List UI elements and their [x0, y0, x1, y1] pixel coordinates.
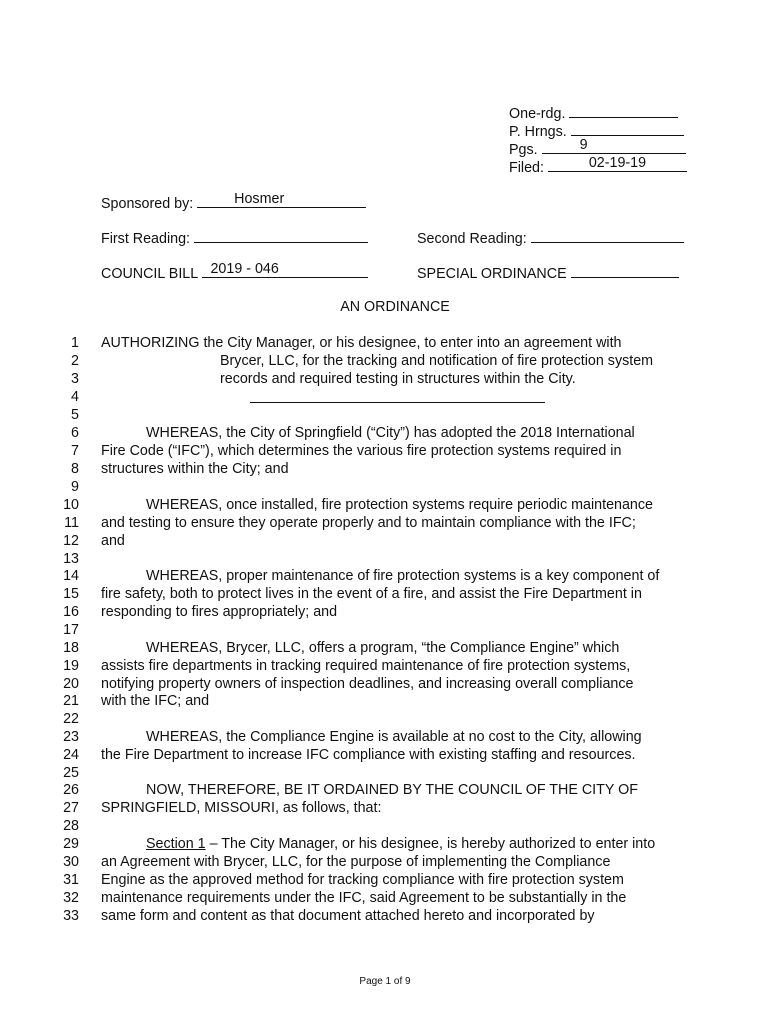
first-reading-label: First Reading:: [101, 231, 190, 247]
line-number: 26: [63, 782, 79, 798]
special-ordinance-field: [571, 262, 679, 278]
line-number: 28: [63, 818, 79, 834]
line-number: 31: [63, 872, 79, 888]
line-number: 2: [71, 353, 79, 369]
line-19: assists fire departments in tracking required maintenance of fire protection systems,: [101, 658, 631, 674]
line-27: SPRINGFIELD, MISSOURI, as follows, that:: [101, 800, 382, 816]
line-number: 6: [71, 425, 79, 441]
line-24: the Fire Department to increase IFC compliance with existing staffing and resources.: [101, 747, 636, 763]
line-number: 18: [63, 640, 79, 656]
line-2: Brycer, LLC, for the tracking and notification of fire protection system: [220, 353, 654, 369]
first-reading-field: [194, 227, 368, 243]
line-6: WHEREAS, the City of Springfield (“City”) has adopted the 2018 International: [146, 425, 635, 441]
sponsored-label: Sponsored by:: [101, 196, 194, 212]
p-hrngs-label: P. Hrngs.: [509, 124, 567, 140]
line-number: 17: [63, 622, 79, 638]
line-14: WHEREAS, proper maintenance of fire protection systems is a key component of: [146, 568, 660, 584]
second-reading-field: [531, 227, 684, 243]
line-number: 22: [63, 711, 79, 727]
line-3: records and required testing in structures within the City.: [220, 371, 576, 387]
filed-label: Filed:: [509, 160, 544, 176]
line-number: 29: [63, 836, 79, 852]
special-ordinance-row: [417, 262, 679, 283]
line-15: fire safety, both to protect lives in the event of a fire, and assist the Fire Department in: [101, 586, 642, 602]
first-reading-row: [101, 227, 368, 248]
line-number: 23: [63, 729, 79, 745]
line-number: 13: [63, 551, 79, 567]
line-23: WHEREAS, the Compliance Engine is available at no cost to the City, allowing: [146, 729, 642, 745]
line-number: 19: [63, 658, 79, 674]
p-hrngs-field: [571, 120, 684, 136]
filed-value: 02-19-19: [588, 155, 647, 171]
special-ordinance-label: SPECIAL ORDINANCE: [417, 266, 567, 282]
line-number: 12: [63, 533, 79, 549]
sponsored-row: [101, 192, 366, 213]
council-bill-field: [202, 262, 368, 278]
second-reading-label: Second Reading:: [417, 231, 527, 247]
line-16: responding to fires appropriately; and: [101, 604, 338, 620]
line-number: 16: [63, 604, 79, 620]
line-32: maintenance requirements under the IFC, said Agreement to be substantially in the: [101, 890, 627, 906]
line-number: 3: [71, 371, 79, 387]
line-number: 15: [63, 586, 79, 602]
line-30: an Agreement with Brycer, LLC, for the purpose of implementing the Compliance: [101, 854, 611, 870]
pgs-field: [542, 138, 686, 154]
line-number: 24: [63, 747, 79, 763]
line-number: 27: [63, 800, 79, 816]
line-20: notifying property owners of inspection deadlines, and increasing overall compliance: [101, 676, 634, 692]
line-33: same form and content as that document attached hereto and incorporated by: [101, 908, 595, 924]
line-number: 20: [63, 676, 79, 692]
pgs-label: Pgs.: [509, 142, 538, 158]
line-number: 10: [63, 497, 79, 513]
filed-field: [548, 156, 687, 172]
line-7: Fire Code (“IFC”), which determines the various fire protection systems required in: [101, 443, 622, 459]
ordinance-title: AN ORDINANCE: [340, 299, 450, 315]
filed-row: [509, 156, 687, 177]
line-29-text: – The City Manager, or his designee, is hereby authorized to enter into: [205, 836, 656, 852]
line-number: 32: [63, 890, 79, 906]
line-number: 30: [63, 854, 79, 870]
title-divider: [250, 402, 545, 403]
line-10: WHEREAS, once installed, fire protection systems require periodic maintenance: [146, 497, 653, 513]
line-31: Engine as the approved method for tracking compliance with fire protection system: [101, 872, 624, 888]
pgs-value: 9: [579, 137, 588, 153]
one-rdg-label: One-rdg.: [509, 106, 566, 122]
line-1: AUTHORIZING the City Manager, or his designee, to enter into an agreement with: [101, 335, 622, 351]
council-bill-label: COUNCIL BILL: [101, 266, 198, 282]
line-number: 21: [63, 693, 79, 709]
sponsored-value: Hosmer: [234, 191, 285, 207]
section-1-heading: Section 1: [146, 836, 206, 852]
line-number: 9: [71, 479, 79, 495]
line-26: NOW, THEREFORE, BE IT ORDAINED BY THE COUNCIL OF THE CITY OF: [146, 782, 638, 798]
line-number: 5: [71, 407, 79, 423]
council-bill-value: 2019 - 046: [210, 261, 279, 277]
line-21: with the IFC; and: [101, 693, 210, 709]
sponsored-field: [197, 192, 366, 208]
council-bill-row: [101, 262, 368, 283]
line-number: 25: [63, 765, 79, 781]
line-18: WHEREAS, Brycer, LLC, offers a program, “the Compliance Engine” which: [146, 640, 620, 656]
one-rdg-field: [569, 102, 678, 118]
line-number: 33: [63, 908, 79, 924]
line-8: structures within the City; and: [101, 461, 289, 477]
line-number: 1: [71, 335, 79, 351]
line-number: 7: [71, 443, 79, 459]
line-number: 4: [71, 389, 79, 405]
second-reading-row: [417, 227, 684, 248]
line-number: 11: [64, 515, 79, 531]
page-footer: Page 1 of 9: [359, 976, 411, 987]
line-12: and: [101, 533, 125, 549]
line-number: 8: [71, 461, 79, 477]
line-29: [146, 835, 655, 853]
line-11: and testing to ensure they operate properly and to maintain compliance with the IFC;: [101, 515, 636, 531]
line-number: 14: [63, 568, 79, 584]
